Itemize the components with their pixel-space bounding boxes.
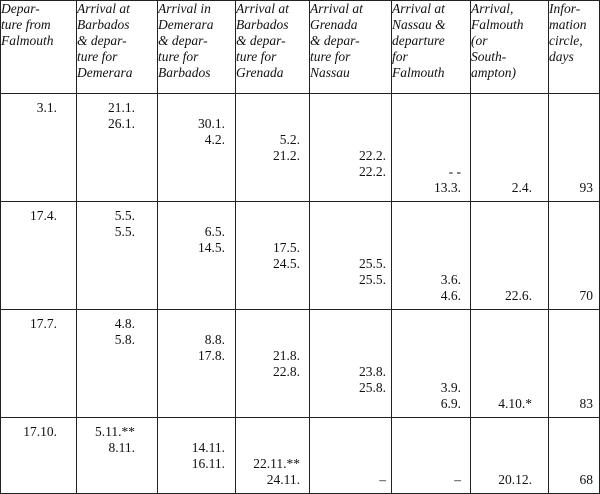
table-row — [1, 310, 600, 418]
table-cell — [471, 418, 549, 494]
table-cell — [392, 418, 471, 494]
cell-value: 24.11. — [266, 472, 300, 487]
table-cell — [1, 94, 77, 202]
cell-value: 5.8. — [114, 332, 135, 347]
cell-value: 22.2. — [359, 148, 386, 163]
cell-value: 25.5. — [359, 256, 386, 271]
cell-value: - - — [448, 164, 461, 179]
cell-value: 3.9. — [440, 380, 461, 395]
table-cell — [1, 310, 77, 418]
cell-value: 30.1. — [198, 116, 225, 131]
cell-value: 2.4. — [511, 180, 532, 195]
cell-value: 24.5. — [273, 256, 300, 271]
table-cell — [77, 418, 158, 494]
cell-value: 17.10. — [23, 424, 57, 439]
table-cell — [77, 94, 158, 202]
cell-value: 14.5. — [198, 240, 225, 255]
cell-value: – — [379, 472, 386, 487]
table-cell — [471, 94, 549, 202]
table-cell — [77, 310, 158, 418]
cell-value: 17.4. — [30, 208, 57, 223]
header-arrival-barbados-departure-demerara: Arrival at Barbados & depar- ture for Demerara — [77, 1, 158, 94]
cell-value: 3.6. — [440, 272, 461, 287]
cell-value: 5.2. — [279, 132, 300, 147]
cell-value: 22.8. — [273, 364, 300, 379]
table-cell — [158, 418, 236, 494]
cell-value: 17.7. — [30, 316, 57, 331]
cell-value: 4.8. — [114, 316, 135, 331]
cell-value: 8.8. — [204, 332, 225, 347]
cell-value: 14.11. — [191, 440, 225, 455]
table-cell — [236, 310, 310, 418]
header-arrival-nassau-departure-falmouth: Arrival at Nassau & departure for Falmouth — [392, 1, 471, 94]
cell-value: 70 — [579, 288, 593, 303]
cell-value: 22.11.** — [253, 456, 300, 471]
cell-value: 6.5. — [204, 224, 225, 239]
table-cell — [236, 202, 310, 310]
cell-value: 17.5. — [273, 240, 300, 255]
table-row — [1, 418, 600, 494]
cell-value: 8.11. — [108, 440, 135, 455]
cell-value: 23.8. — [359, 364, 386, 379]
table-cell — [310, 94, 392, 202]
cell-value: 6.9. — [440, 396, 461, 411]
cell-value: 21.2. — [273, 148, 300, 163]
cell-value: 22.2. — [359, 164, 386, 179]
table-cell — [310, 310, 392, 418]
table-cell — [236, 94, 310, 202]
header-departure-falmouth: Depar- ture from Falmouth — [1, 1, 77, 94]
table-cell — [236, 418, 310, 494]
cell-value: 5.5. — [114, 208, 135, 223]
header-row — [1, 1, 600, 94]
table-cell — [1, 202, 77, 310]
table-cell — [158, 94, 236, 202]
cell-value: 13.3. — [434, 180, 461, 195]
table-cell — [392, 310, 471, 418]
cell-value: 16.11. — [191, 456, 225, 471]
header-arrival-barbados-departure-grenada: Arrival at Barbados & depar- ture for Grenada — [236, 1, 310, 94]
cell-value: 5.5. — [114, 224, 135, 239]
table-cell — [310, 202, 392, 310]
cell-value: 25.8. — [359, 380, 386, 395]
table-cell — [392, 94, 471, 202]
cell-value: – — [454, 472, 461, 487]
table-cell — [310, 418, 392, 494]
cell-value: 4.6. — [440, 288, 461, 303]
cell-value: 20.12. — [498, 472, 532, 487]
cell-value: 3.1. — [36, 100, 57, 115]
table-cell — [77, 202, 158, 310]
header-arrival-grenada-departure-nassau: Arrival at Grenada & depar- ture for Nassau — [310, 1, 392, 94]
cell-value: 21.1. — [108, 100, 135, 115]
cell-value: 26.1. — [108, 116, 135, 131]
table-row — [1, 94, 600, 202]
table-cell — [549, 94, 600, 202]
table-cell — [158, 310, 236, 418]
table-cell — [549, 310, 600, 418]
cell-value: 93 — [579, 180, 593, 195]
cell-value: 68 — [579, 472, 593, 487]
table-row — [1, 202, 600, 310]
header-arrival-falmouth: Arrival, Falmouth (or South- ampton) — [471, 1, 549, 94]
header-arrival-demerara-departure-barbados: Arrival in Demerara & depar- ture for Barbados — [158, 1, 236, 94]
cell-value: 5.11.** — [95, 424, 135, 439]
cell-value: 25.5. — [359, 272, 386, 287]
table-cell — [392, 202, 471, 310]
table-cell — [1, 418, 77, 494]
cell-value: 22.6. — [505, 288, 532, 303]
cell-value: 21.8. — [273, 348, 300, 363]
cell-value: 4.2. — [204, 132, 225, 147]
cell-value: 17.8. — [198, 348, 225, 363]
table-cell — [471, 310, 549, 418]
table-cell — [549, 202, 600, 310]
table-cell — [471, 202, 549, 310]
table-cell — [158, 202, 236, 310]
cell-value: 4.10.* — [498, 396, 532, 411]
cell-value: 83 — [579, 396, 593, 411]
table-cell — [549, 418, 600, 494]
header-information-circle-days: Infor- mation circle, days — [549, 1, 600, 94]
